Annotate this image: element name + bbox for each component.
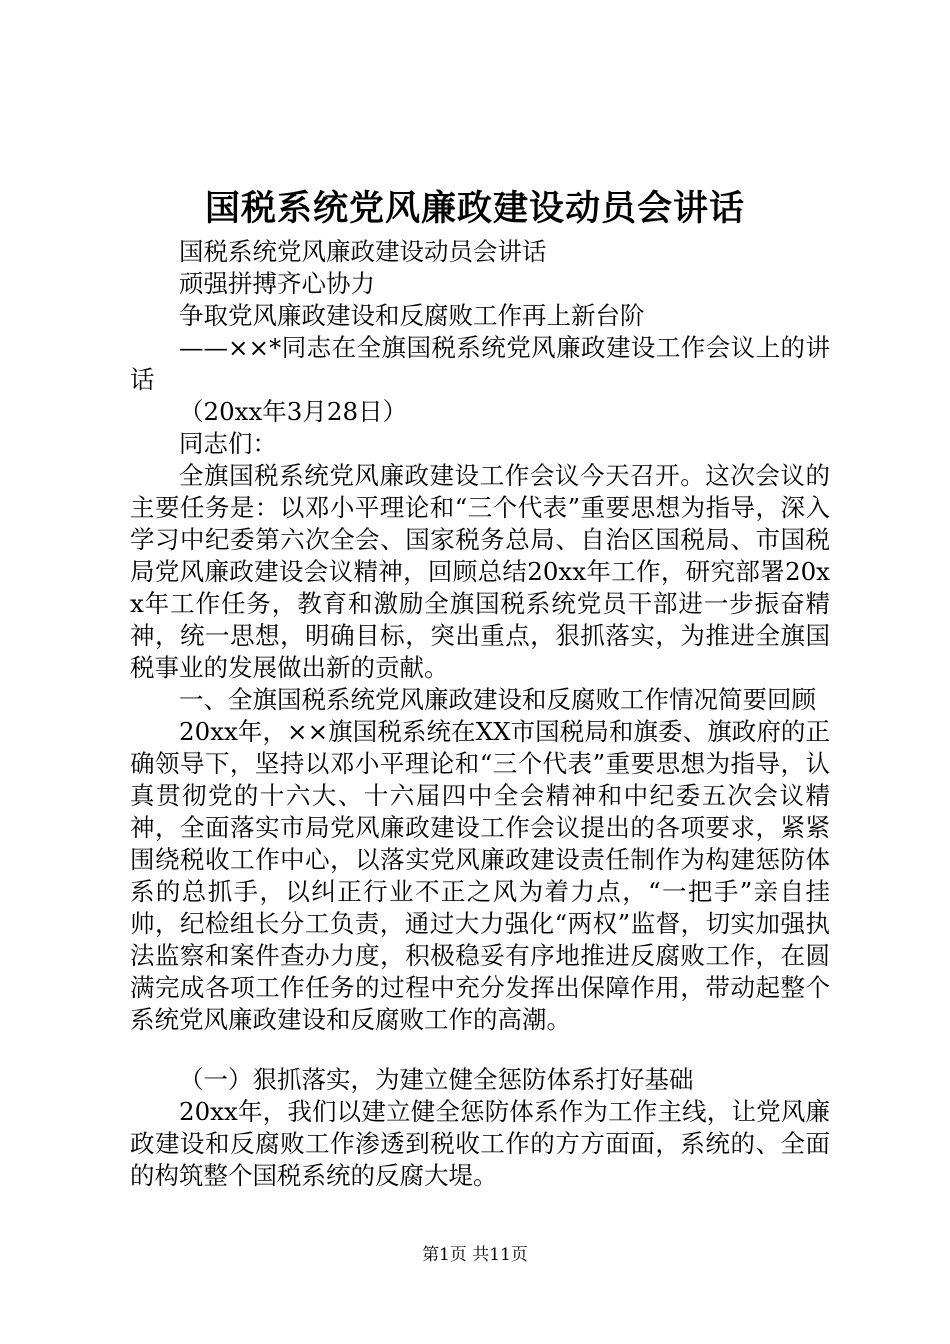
paragraph-salutation: 同志们： [179, 429, 277, 458]
subsection-heading-1: （一）狠抓落实，为建立健全惩防体系打好基础 [179, 1065, 694, 1094]
page-number-footer: 第1页 共11页 [422, 1245, 528, 1265]
section-heading-1: 一、全旗国税系统党风廉政建设和反腐败工作情况简要回顾 [179, 685, 816, 714]
paragraph-date: （20xx年3月28日） [179, 397, 408, 426]
document-body [130, 236, 830, 1192]
paragraph-slogan-2: 争取党风廉政建设和反腐败工作再上新台阶 [179, 301, 645, 330]
document-title: 国税系统党风廉政建设动员会讲话 [204, 188, 745, 229]
paragraph-intro: 全旗国税系统党风廉政建设工作会议今天召开。这次会议的主要任务是：以邓小平理论和“三个代表”重要思想为指导，深入学习中纪委第六次全会、国家税务总局、自治区国税局、市国税局党风廉政建设会议精神，回顾总结20xx年工作，研究部署20xx年工作任务，教育和激励全旗国税系统党员干部进一步振奋精神，统一思想，明确目标，突出重点，狠抓落实，为推进全旗国税事业的发展做出新的贡献。 [130, 461, 830, 682]
paragraph-review: 20xx年，××旗国税系统在XX市国税局和旗委、旗政府的正确领导下，坚持以邓小平理论和“三个代表”重要思想为指导，认真贯彻党的十六大、十六届四中全会精神和中纪委五次会议精神，全面落实市局党风廉政建设工作会议提出的各项要求，紧紧围绕税收工作中心，以落实党风廉政建设责任制作为构建惩防体系的总抓手，以纠正行业不正之风为着力点，“一把手”亲自挂帅，纪检组长分工负责，通过大力强化“两权”监督，切实加强执法监察和案件查办力度，积极稳妥有序地推进反腐败工作，在圆满完成各项工作任务的过程中充分发挥出保障作用，带动起整个系统党风廉政建设和反腐败工作的高潮。 [130, 717, 830, 1034]
paragraph-subsection-1: 20xx年，我们以建立健全惩防体系作为工作主线，让党风廉政建设和反腐败工作渗透到税收工作的方方面面，系统的、全面的构筑整个国税系统的反腐大堤。 [130, 1097, 830, 1190]
paragraph-speaker-line: ——××*同志在全旗国税系统党风廉政建设工作会议上的讲话 [130, 333, 830, 394]
paragraph-subtitle: 国税系统党风廉政建设动员会讲话 [179, 237, 547, 266]
paragraph-slogan-1: 顽强拼搏齐心协力 [179, 269, 375, 298]
